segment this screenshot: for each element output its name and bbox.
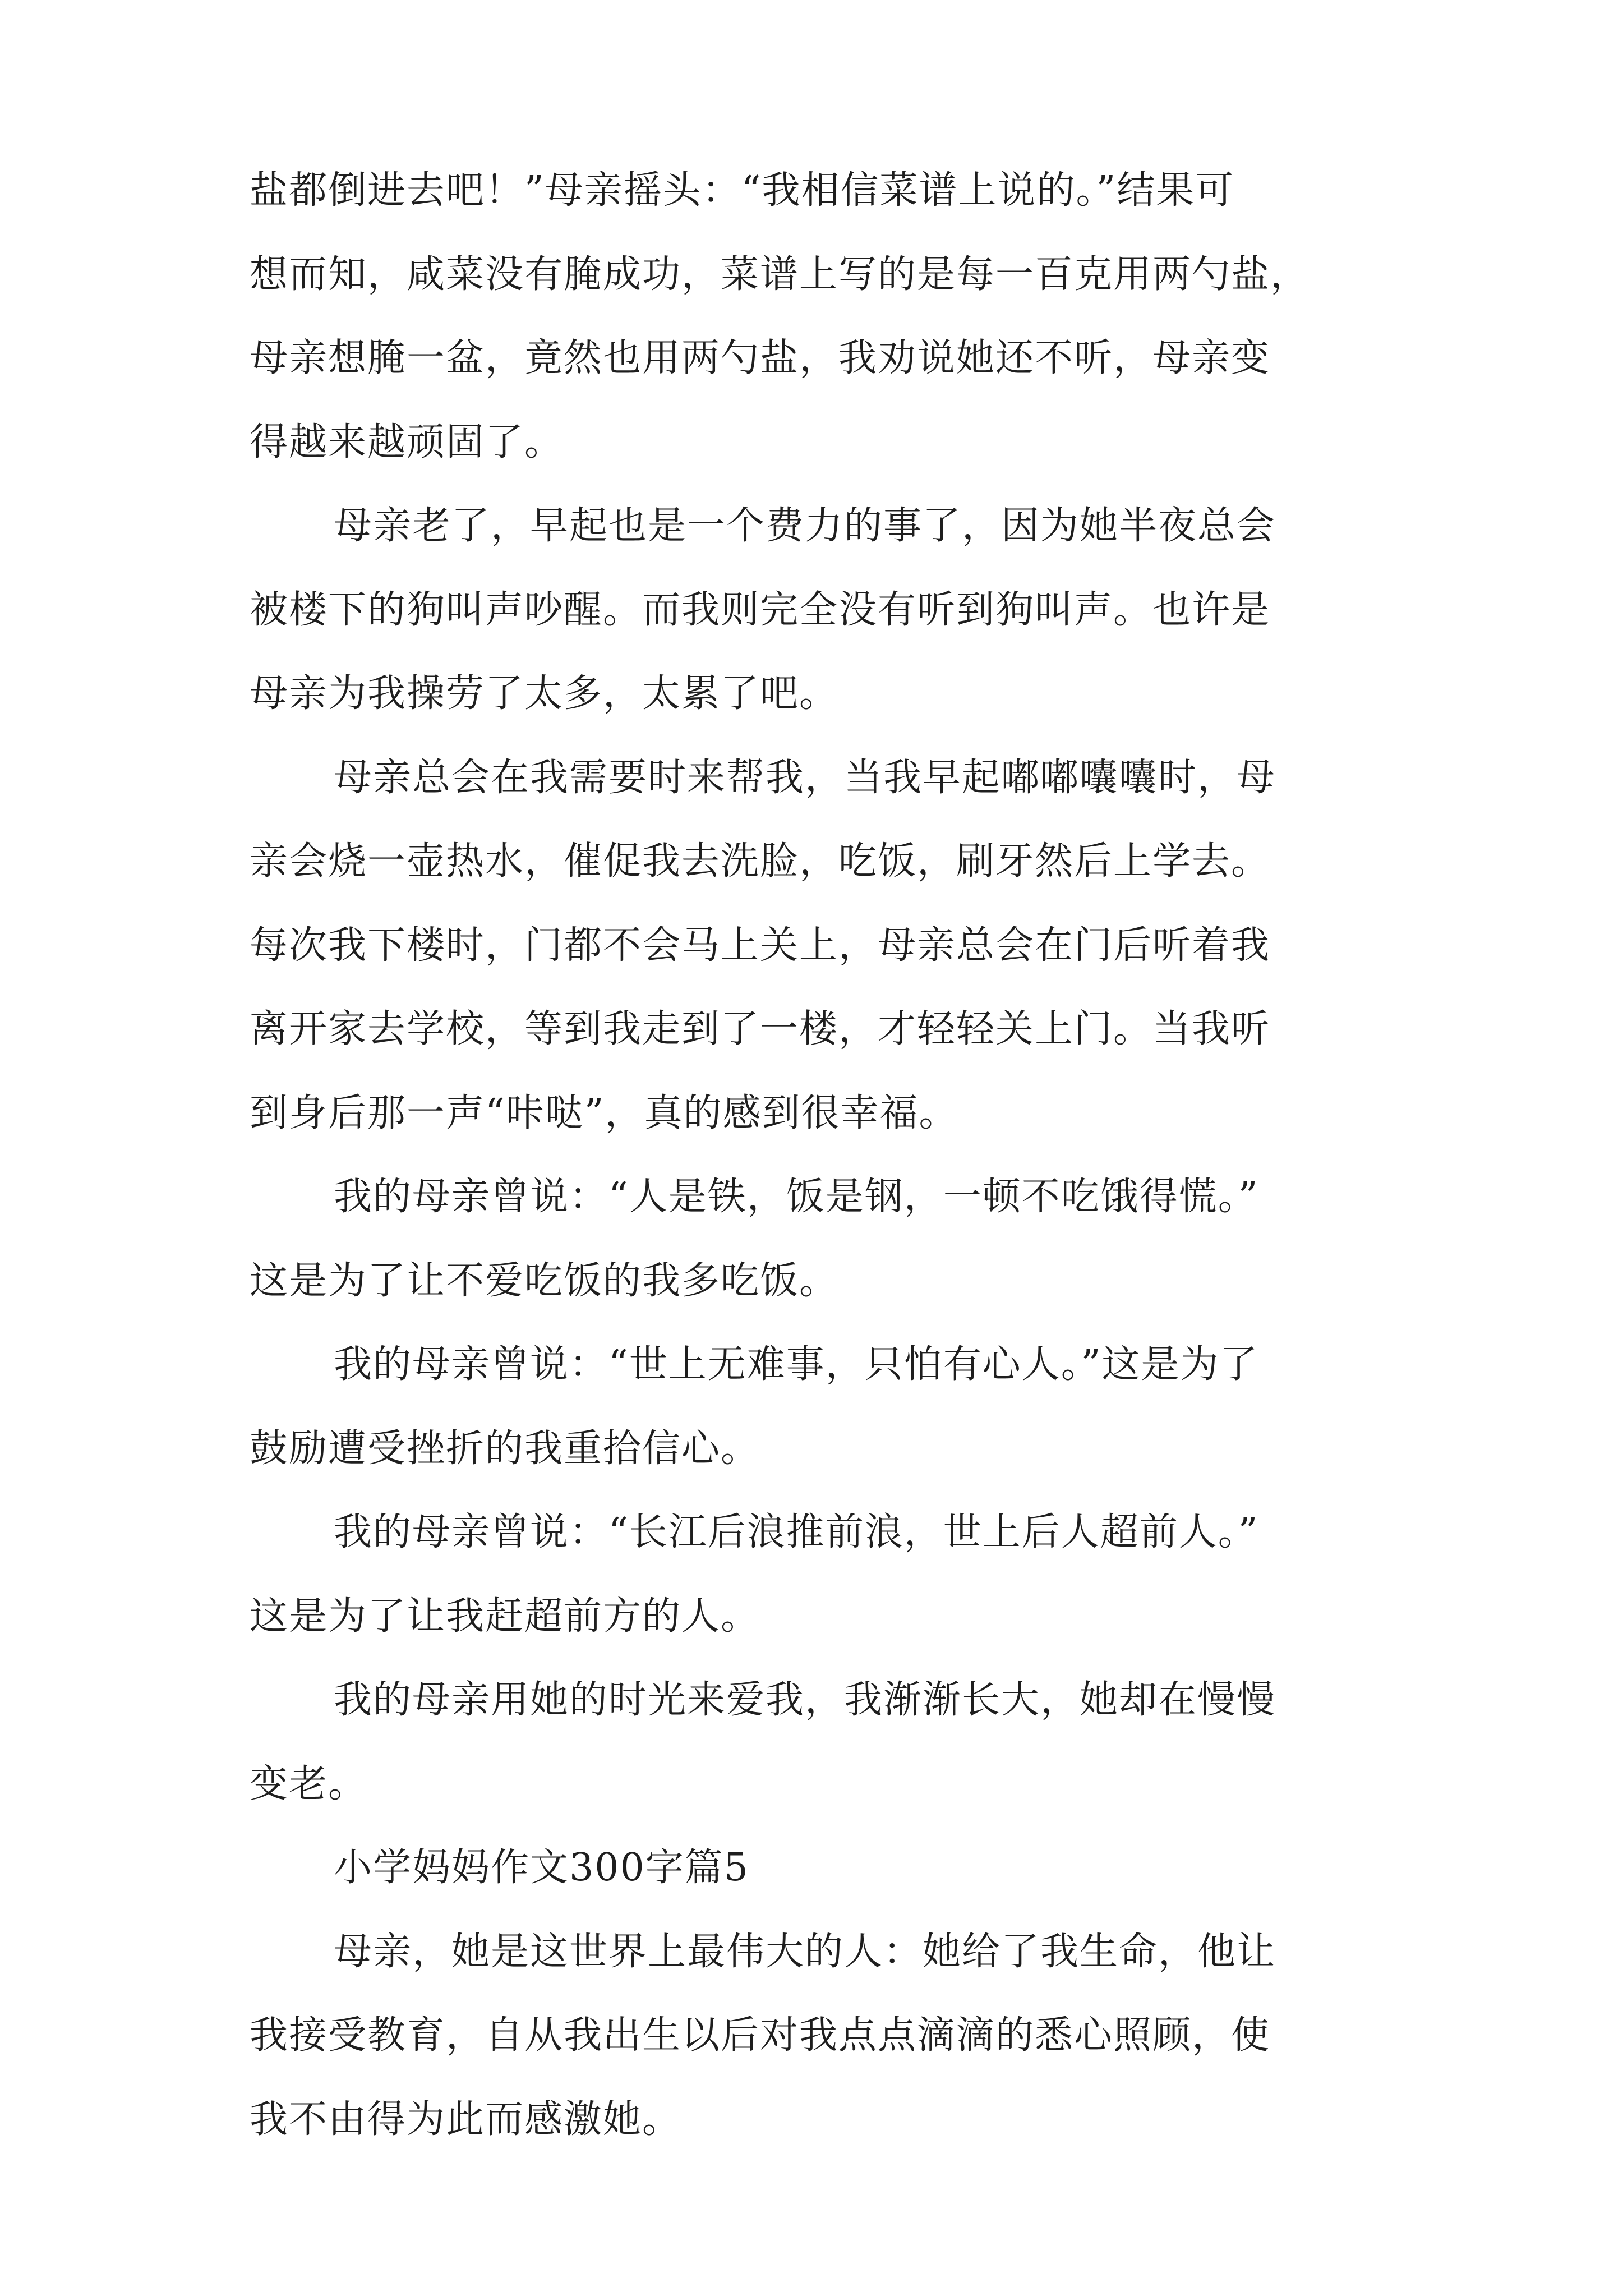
text-line: 这是为了让我赶超前方的人。 [250,1594,760,1639]
text-line: 这是为了让不爱吃饭的我多吃饭。 [250,1259,839,1303]
text-line: 母亲老了，早起也是一个费力的事了，因为她半夜总会 [334,504,1276,548]
text-line: 变老。 [250,1762,368,1806]
text-line: 到身后那一声“咔哒”，真的感到很幸福。 [250,1091,958,1135]
text-line: 我接受教育，自从我出生以后对我点点滴滴的悉心照顾，使 [250,2013,1271,2058]
text-line: 母亲为我操劳了太多，太累了吧。 [250,671,839,716]
text-line: 被楼下的狗叫声吵醒。而我则完全没有听到狗叫声。也许是 [250,588,1271,632]
text-line: 想而知，咸菜没有腌成功，菜谱上写的是每一百克用两勺盐， [250,252,1310,297]
text-line: 母亲总会在我需要时来帮我，当我早起嘟嘟囔囔时，母 [334,756,1276,800]
text-line: 离开家去学校，等到我走到了一楼，才轻轻关上门。当我听 [250,1007,1271,1051]
text-line: 得越来越顽固了。 [250,420,564,464]
text-line: 我的母亲曾说：“世上无难事，只怕有心人。”这是为了 [334,1342,1259,1387]
text-line: 亲会烧一壶热水，催促我去洗脸，吃饭，刷牙然后上学去。 [250,839,1271,884]
text-line: 我不由得为此而感激她。 [250,2097,682,2142]
text-line: 母亲，她是这世界上最伟大的人：她给了我生命，他让 [334,1930,1276,1974]
text-line: 我的母亲曾说：“人是铁，饭是钢，一顿不吃饿得慌。” [334,1175,1259,1219]
text-line: 鼓励遭受挫折的我重拾信心。 [250,1427,760,1471]
text-line: 盐都倒进去吧！”母亲摇头：“我相信菜谱上说的。”结果可 [250,168,1235,213]
text-line: 母亲想腌一盆，竟然也用两勺盐，我劝说她还不听，母亲变 [250,336,1271,380]
text-line: 每次我下楼时，门都不会马上关上，母亲总会在门后听着我 [250,923,1271,968]
section-heading: 小学妈妈作文300字篇5 [334,1846,750,1890]
text-line: 我的母亲用她的时光来爱我，我渐渐长大，她却在慢慢 [334,1678,1276,1722]
text-line: 我的母亲曾说：“长江后浪推前浪，世上后人超前人。” [334,1510,1259,1554]
